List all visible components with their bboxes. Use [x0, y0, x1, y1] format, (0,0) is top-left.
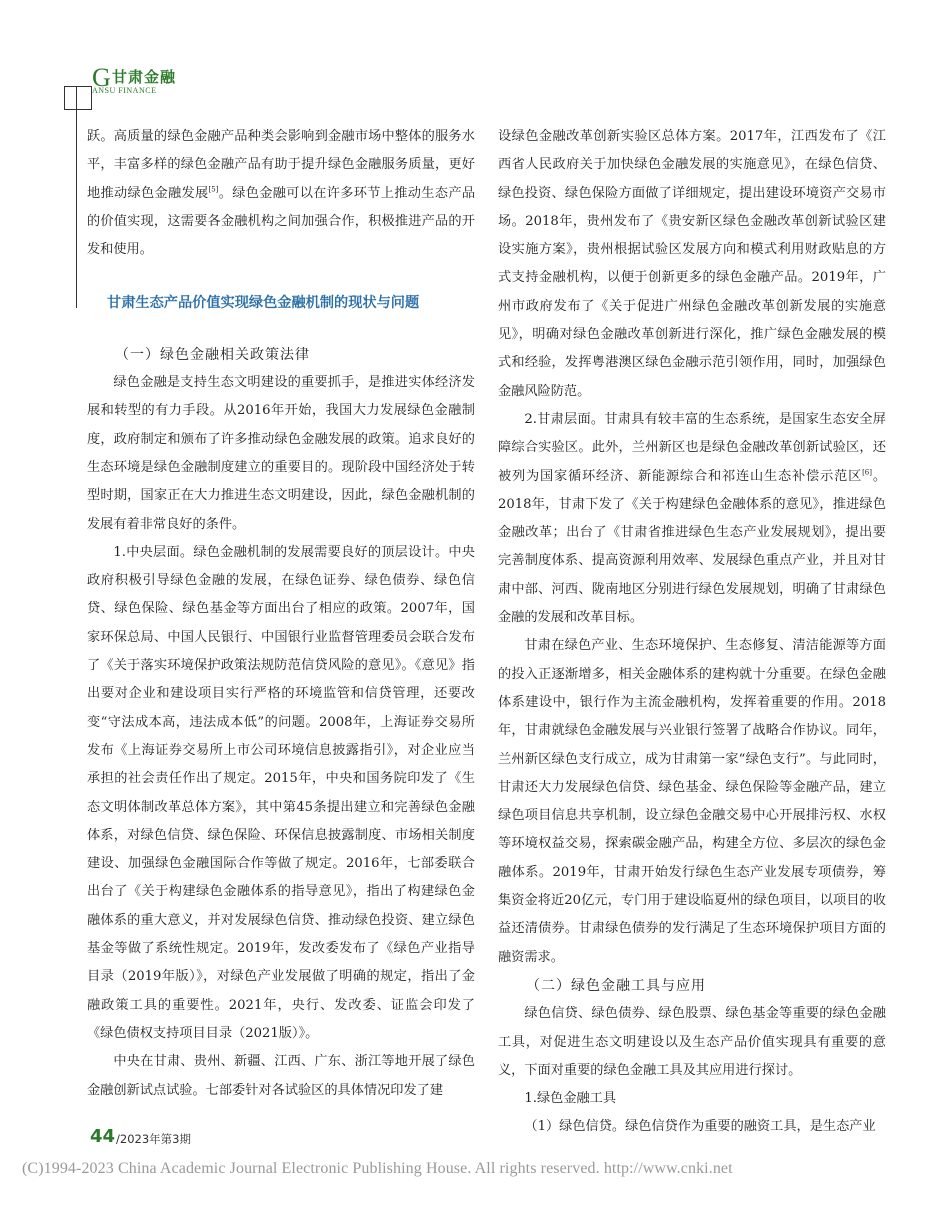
- page-number: 44: [90, 1126, 116, 1147]
- paragraph: 甘肃在绿色产业、生态环境保护、生态修复、清洁能源等方面的投入正逐渐增多，相关金融体系的建构就十分重要。在绿色金融体系建设中，银行作为主流金融机构，发挥着重要的作用。2018年，甘肃就绿色金融发展与兴业银行签署了战略合作协议。同年，兰州新区绿色支行成立，成为甘肃第一家“绿色支行”。与此同时，甘肃还大力发展绿色信贷、绿色基金、绿色保险等金融产品，建立绿色项目信息共享机制，设立绿色金融交易中心开展排污权、水权等环境权益交易，探索碳金融产品，构建全方位、多层次的绿色金融体系。2019年，甘肃开始发行绿色生态产业发展专项债券，筹集资金将近20亿元，专门用于建设临夏州的绿色项目，以项目的收益还清债券。甘肃绿色债券的发行满足了生态环境保护项目方面的融资需求。: [498, 638, 886, 965]
- paragraph: 中央在甘肃、贵州、新疆、江西、广东、浙江等地开展了绿色金融创新试点试验。七部委针对各试验区的具体情况印发了建: [87, 1054, 475, 1098]
- copyright-notice: (C)1994-2023 China Academic Journal Electronic Publishing House. All rights reserved. http://www.cnki.net: [22, 1160, 733, 1177]
- paragraph: 1.绿色金融工具: [524, 1091, 617, 1107]
- right-column: [498, 123, 886, 1142]
- logo-letter: G: [92, 63, 111, 92]
- paragraph: 跃。高质量的绿色金融产品种类会影响到金融市场中整体的服务水平，丰富多样的绿色金融产品有助于提升绿色金融服务质量，更好地推动绿色金融发展[5]。绿色金融可以在许多环节上推动生态产品的价值实现，这需要各金融机构之间加强合作，积极推进产品的开发和使用。: [87, 129, 476, 258]
- logo-rule: [76, 86, 77, 308]
- citation-ref: [6]: [862, 468, 872, 477]
- subsection-title: （一）绿色金融相关政策法律: [115, 346, 310, 363]
- paragraph: 1.中央层面。绿色金融机制的发展需要良好的顶层设计。中央政府积极引导绿色金融的发展，在绿色证券、绿色债券、绿色信贷、绿色保险、绿色基金等方面出台了相应的政策。2007年，国家环保总局、中国人民银行、中国银行业监督管理委员会联合发布了《关于落实环境保护政策法规防范信贷风险的意见》。《意见》指出要对企业和建设项目实行严格的环境监管和信贷管理，还要改变“守法成本高，违法成本低”的问题。2008年，上海证券交易所发布《上海证券交易所上市公司环境信息披露指引》，对企业应当承担的社会责任作出了规定。2015年，中央和国务院印发了《生态文明体制改革总体方案》，其中第45条提出建立和完善绿色金融体系，对绿色信贷、绿色保险、环保信息披露制度、市场相关制度建设、加强绿色金融国际合作等做了规定。2016年，七部委联合出台了《关于构建绿色金融体系的指导意见》，指出了构建绿色金融体系的重大意义，并对发展绿色信贷、推动绿色投资、建立绿色基金等做了系统性规定。2019年，发改委发布了《绿色产业指导目录（2019年版）》，对绿色产业发展做了明确的规定，指出了金融政策工具的重要性。2021年，央行、发改委、证监会印发了《绿色债权支持项目目录（2021版）》。: [87, 544, 475, 1041]
- paragraph: 绿色信贷、绿色债券、绿色股票、绿色基金等重要的绿色金融工具，对促进生态文明建设以及生态产品价值实现具有重要的意义，下面对重要的绿色金融工具及其应用进行探讨。: [498, 1006, 886, 1078]
- journal-name-en: ANSU FINANCE: [92, 86, 157, 95]
- section-title: 甘肃生态产品价值实现绿色金融机制的现状与问题: [107, 295, 420, 312]
- paragraph: 绿色金融是支持生态文明建设的重要抓手，是推进实体经济发展和转型的有力手段。从2016年开始，我国大力发展绿色金融制度，政府制定和颁布了许多推动绿色金融发展的政策。追求良好的生态环境是绿色金融制度建立的重要目的。现阶段中国经济处于转型时期，国家正在大力推进生态文明建设，因此，绿色金融机制的发展有着非常良好的条件。: [87, 375, 475, 532]
- left-column: [87, 123, 475, 1105]
- subsection-title: （二）绿色金融工具与应用: [526, 977, 706, 994]
- citation-ref: [5]: [208, 185, 219, 194]
- paragraph: 2.甘肃层面。甘肃具有较丰富的生态系统，是国家生态安全屏障综合实验区。此外，兰州新区也是绿色金融改革创新试验区，还被列为国家循环经济、新能源综合和祁连山生态补偿示范区[6]。2018年，甘肃下发了《关于构建绿色金融体系的意见》，推进绿色金融改革；出台了《甘肃省推进绿色生态产业发展规划》，提出要完善制度体系、提高资源利用效率、发展绿色重点产业，并且对甘肃中部、河西、陇南地区分别进行绿色发展规划，明确了甘肃绿色金融的发展和改革目标。: [498, 411, 887, 626]
- paragraph: （1）绿色信贷。绿色信贷作为重要的融资工具，是生态产业: [524, 1119, 876, 1135]
- journal-name: 甘肃金融: [112, 68, 177, 86]
- logo-frame: [64, 86, 92, 110]
- issue-label: /2023年第3期: [116, 1132, 191, 1146]
- paragraph: 设绿色金融改革创新实验区总体方案。2017年，江西发布了《江西省人民政府关于加快绿色金融发展的实施意见》，在绿色信贷、绿色投资、绿色保险方面做了详细规定，提出建设环境资产交易市场。2018年，贵州发布了《贵安新区绿色金融改革创新试验区建设实施方案》，贵州根据试验区发展方向和模式利用财政贴息的方式支持金融机构，以便于创新更多的绿色金融产品。2019年，广州市政府发布了《关于促进广州绿色金融改革创新发展的实施意见》，明确对绿色金融改革创新进行深化，推广绿色金融发展的模式和经验，发挥粤港澳区绿色金融示范引领作用，同时，加强绿色金融风险防范。: [498, 129, 886, 399]
